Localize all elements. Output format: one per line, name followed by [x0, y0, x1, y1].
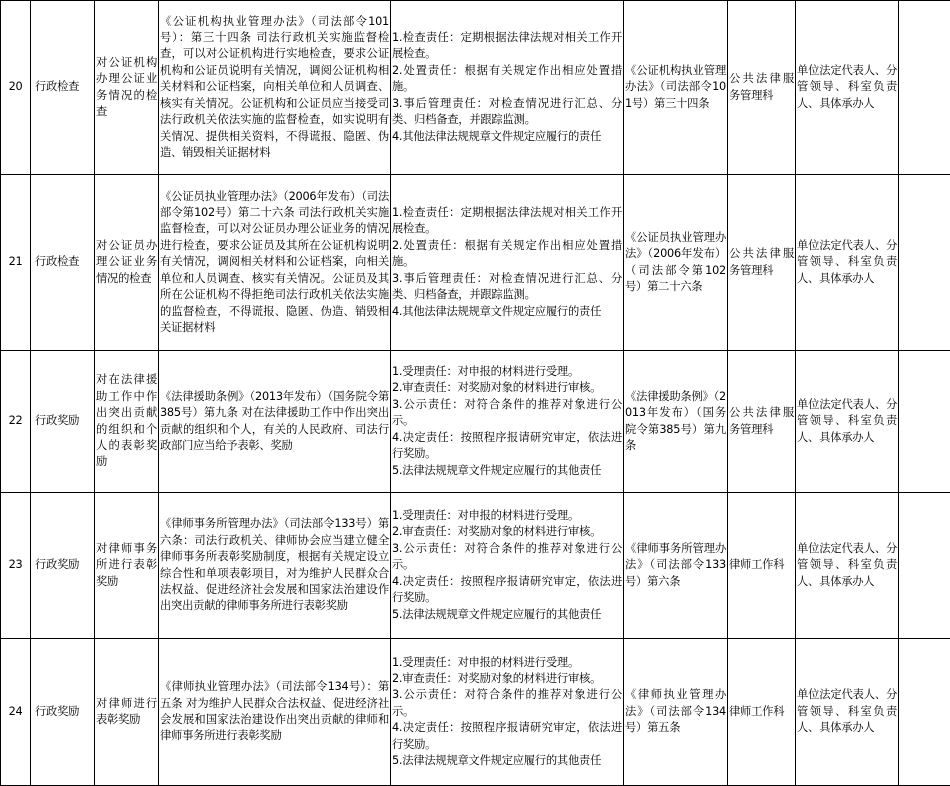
responsibility-item: 2.审查责任：对奖励对象的材料进行审核。	[392, 524, 622, 540]
power-item-name: 对公证机构办理公证业务情况的检查	[95, 1, 159, 175]
responsible-department: 公共法律服务管理科	[728, 175, 796, 351]
responsibility-item: 4.其他法律法规规章文件规定应履行的责任	[392, 304, 622, 320]
power-item-name: 对公证员办理公证业务情况的检查	[95, 175, 159, 351]
responsibility-list	[391, 351, 624, 493]
responsibility-item: 3.公示责任：对符合条件的推荐对象进行公示。	[392, 541, 622, 574]
responsibility-item: 3.事后管理责任：对检查情况进行汇总、分类、归档备查，并跟踪监测。	[392, 96, 622, 129]
item-number: 21	[1, 175, 31, 351]
remarks-cell	[899, 639, 950, 786]
law-reference: 《律师执业管理办法》（司法部令134号）第五条	[624, 639, 728, 786]
legal-basis: 《公证员执业管理办法》（2006年发布）（司法部令第102号）第二十六条 司法行政机关实施监督检查，可以对公证员办理公证业务的情况进行检查，要求公证员及其所在公证机构说明有关情况，调阅相关材料和公证档案，向相关单位和人员调查、核实有关情况。公证员及其所在公证机构不得拒绝司法行政机关依法实施的监督检查，不得谎报、隐匿、伪造、销毁相关证据材料	[159, 175, 391, 351]
item-number: 23	[1, 493, 31, 639]
responsibility-item: 1.检查责任：定期根据法律法规对相关工作开展检查。	[392, 205, 622, 238]
responsibility-item: 2.审查责任：对奖励对象的材料进行审核。	[392, 671, 622, 687]
responsible-persons: 单位法定代表人、分管领导、科室负责人、具体承办人	[796, 351, 899, 493]
power-item-name: 对律师进行表彰奖励	[95, 639, 159, 786]
responsible-department: 律师工作科	[728, 639, 796, 786]
responsibility-item: 1.受理责任：对申报的材料进行受理。	[392, 655, 622, 671]
responsible-department: 公共法律服务管理科	[728, 351, 796, 493]
power-type: 行政检查	[31, 175, 95, 351]
item-number: 22	[1, 351, 31, 493]
responsible-persons: 单位法定代表人、分管领导、科室负责人、具体承办人	[796, 1, 899, 175]
law-reference: 《公证机构执业管理办法》（司法部令101号）第三十四条	[624, 1, 728, 175]
responsibility-item: 1.受理责任：对申报的材料进行受理。	[392, 364, 622, 380]
responsibility-item: 5.法律法规规章文件规定应履行的其他责任	[392, 607, 622, 623]
legal-basis: 《律师执业管理办法》（司法部令134号）：第五条 对为维护人民群众合法权益、促进经济社会发展和国家法治建设作出突出贡献的律师和律师事务所进行表彰奖励	[159, 639, 391, 786]
responsible-persons: 单位法定代表人、分管领导、科室负责人、具体承办人	[796, 639, 899, 786]
responsibility-item: 1.检查责任：定期根据法律法规对相关工作开展检查。	[392, 30, 622, 63]
responsible-persons: 单位法定代表人、分管领导、科室负责人、具体承办人	[796, 175, 899, 351]
responsibility-item: 2.处置责任：根据有关规定作出相应处置措施。	[392, 63, 622, 96]
law-reference: 《公证员执业管理办法》（2006年发布）（司法部令第102号）第二十六条	[624, 175, 728, 351]
responsibility-item: 5.法律法规规章文件规定应履行的其他责任	[392, 463, 622, 479]
remarks-cell	[899, 493, 950, 639]
responsibility-item: 1.受理责任：对申报的材料进行受理。	[392, 508, 622, 524]
table-row	[1, 351, 950, 493]
responsibility-list	[391, 639, 624, 786]
responsible-persons: 单位法定代表人、分管领导、科室负责人、具体承办人	[796, 493, 899, 639]
responsible-department: 公共法律服务管理科	[728, 1, 796, 175]
responsibility-item: 4.决定责任：按照程序报请研究审定，依法进行奖励。	[392, 430, 622, 463]
table-row	[1, 175, 950, 351]
responsibility-item: 2.处置责任：根据有关规定作出相应处置措施。	[392, 238, 622, 271]
legal-basis: 《法律援助条例》（2013年发布）（国务院令第385号）第九条 对在法律援助工作中作出突出贡献的组织和个人，有关的人民政府、司法行政部门应当给予表彰、奖励	[159, 351, 391, 493]
responsible-department: 律师工作科	[728, 493, 796, 639]
power-type: 行政奖励	[31, 639, 95, 786]
power-type: 行政奖励	[31, 493, 95, 639]
power-type: 行政检查	[31, 1, 95, 175]
responsibility-item: 5.法律法规规章文件规定应履行的其他责任	[392, 753, 622, 769]
responsibility-item: 4.其他法律法规规章文件规定应履行的责任	[392, 129, 622, 145]
item-number: 24	[1, 639, 31, 786]
responsibility-item: 3.事后管理责任：对检查情况进行汇总、分类、归档备查，并跟踪监测。	[392, 271, 622, 304]
power-item-name: 对在法律援助工作中作出突出贡献的组织和个人的表彰奖励	[95, 351, 159, 493]
law-reference: 《律师事务所管理办法》（司法部令133号）第六条	[624, 493, 728, 639]
remarks-cell	[899, 1, 950, 175]
table-row	[1, 1, 950, 175]
table-row	[1, 493, 950, 639]
legal-basis: 《律师事务所管理办法》（司法部令133号）第六条：司法行政机关、律师协会应当建立健全律师事务所表彰奖励制度，根据有关规定设立综合性和单项表彰项目，对为维护人民群众合法权益、促进经济社会发展和国家法治建设作出突出贡献的律师事务所进行表彰奖励	[159, 493, 391, 639]
item-number: 20	[1, 1, 31, 175]
remarks-cell	[899, 351, 950, 493]
responsibility-item: 4.决定责任：按照程序报请研究审定，依法进行奖励。	[392, 720, 622, 753]
responsibility-list	[391, 1, 624, 175]
legal-basis: 《公证机构执业管理办法》（司法部令101号）：第三十四条 司法行政机关实施监督检查，可以对公证机构进行实地检查，要求公证机构和公证员说明有关情况，调阅公证机构相关材料和公证档案，向相关单位和人员调查、核实有关情况。公证机构和公证员应当接受司法行政机关依法实施的监督检查，如实说明有关情况、提供相关资料，不得谎报、隐匿、伪造、销毁相关证据材料	[159, 1, 391, 175]
responsibility-item: 2.审查责任：对奖励对象的材料进行审核。	[392, 380, 622, 396]
responsibility-item: 4.决定责任：按照程序报请研究审定，依法进行奖励。	[392, 574, 622, 607]
responsibility-list	[391, 493, 624, 639]
responsibility-list	[391, 175, 624, 351]
table-row	[1, 639, 950, 786]
power-item-name: 对律师事务所进行表彰奖励	[95, 493, 159, 639]
law-reference: 《法律援助条例》（2013年发布）（国务院令第385号）第九条	[624, 351, 728, 493]
responsibility-item: 3.公示责任：对符合条件的推荐对象进行公示。	[392, 397, 622, 430]
responsibility-item: 3.公示责任：对符合条件的推荐对象进行公示。	[392, 687, 622, 720]
power-type: 行政奖励	[31, 351, 95, 493]
remarks-cell	[899, 175, 950, 351]
